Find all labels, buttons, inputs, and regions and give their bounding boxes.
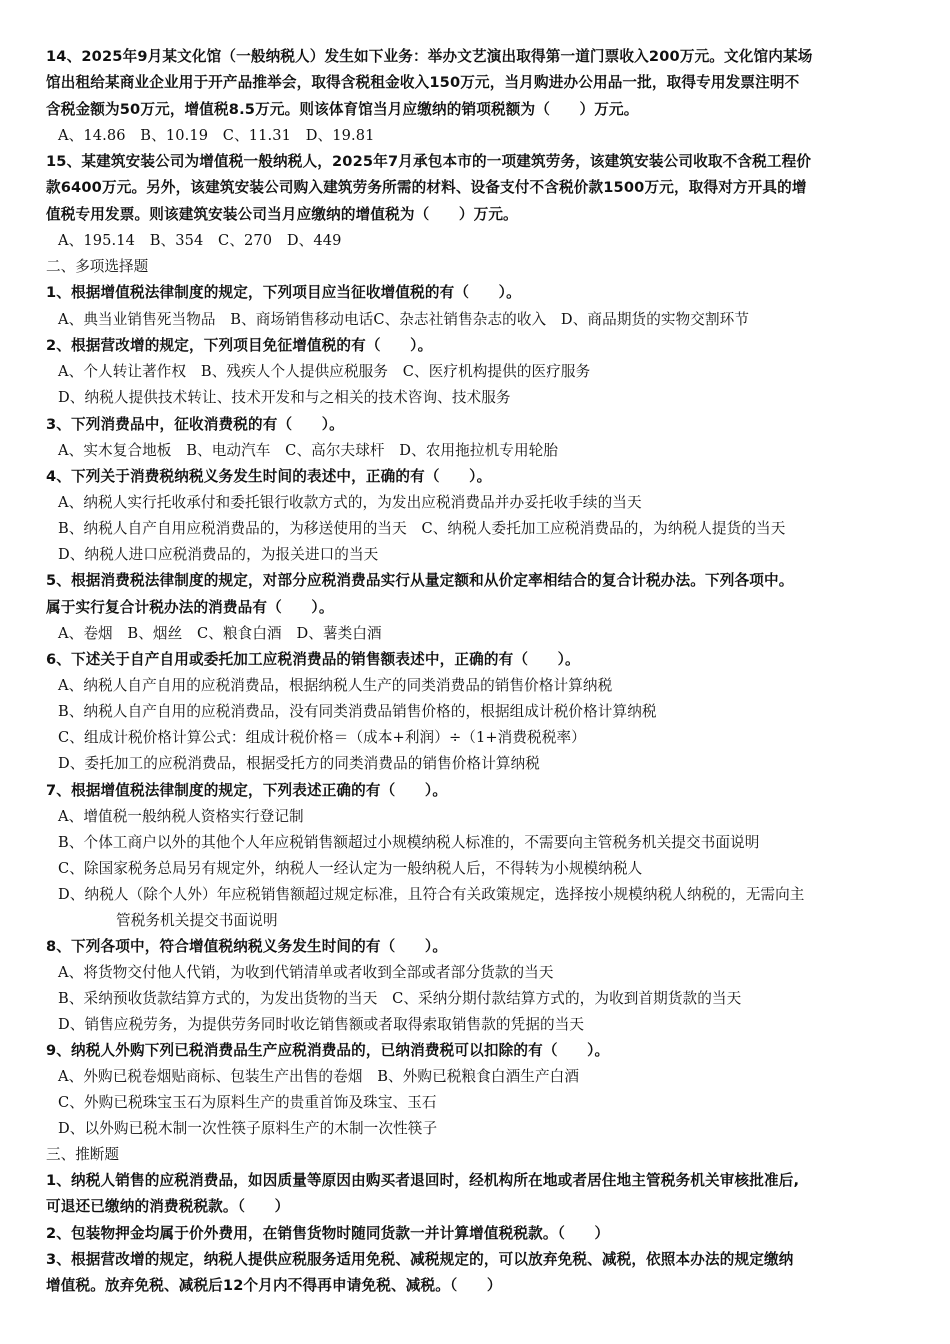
section-heading: 二、多项选择题 xyxy=(46,258,149,275)
question-line: 3、下列消费品中，征收消费税的有（ ）。 xyxy=(46,416,344,433)
option-line: A、195.14 B、354 C、270 D、449 xyxy=(58,232,342,249)
section-heading: 三、推断题 xyxy=(46,1146,119,1163)
option-line: A、14.86 B、10.19 C、11.31 D、19.81 xyxy=(58,127,375,144)
question-line: 9、纳税人外购下列已税消费品生产应税消费品的，已纳消费税可以扣除的有（ ）。 xyxy=(46,1042,610,1059)
question-line: 值税专用发票。则该建筑安装公司当月应缴纳的增值税为（ ）万元。 xyxy=(46,206,518,223)
option-line: B、采纳预收货款结算方式的，为发出货物的当天 C、采纳分期付款结算方式的，为收到首期货款的当天 xyxy=(58,990,742,1007)
question-line: 7、根据增值税法律制度的规定，下列表述正确的有（ ）。 xyxy=(46,782,448,799)
option-line: B、个体工商户以外的其他个人年应税销售额超过小规模纳税人标准的，不需要向主管税务机关提交书面说明 xyxy=(58,834,760,851)
option-line: D、以外购已税木制一次性筷子原料生产的木制一次性筷子 xyxy=(58,1120,438,1137)
option-line: B、纳税人自产自用的应税消费品，没有同类消费品销售价格的，根据组成计税价格计算纳税 xyxy=(58,703,657,720)
question-line: 1、根据增值税法律制度的规定，下列项目应当征收增值税的有（ ）。 xyxy=(46,284,521,301)
question-line: 可退还已缴纳的消费税税款。（ ） xyxy=(46,1198,290,1215)
question-line: 属于实行复合计税办法的消费品有（ ）。 xyxy=(46,599,334,616)
question-line: 6、下述关于自产自用或委托加工应税消费品的销售额表述中，正确的有（ ）。 xyxy=(46,651,580,668)
option-line: C、组成计税价格计算公式：组成计税价格＝（成本+利润）÷（1+消费税税率） xyxy=(58,729,586,746)
option-line: A、典当业销售死当物品 B、商场销售移动电话C、杂志社销售杂志的收入 D、商品期货的实物交割环节 xyxy=(58,311,750,328)
question-line: 15、某建筑安装公司为增值税一般纳税人，2025年7月承包本市的一项建筑劳务，该建筑安装公司收取不含税工程价 xyxy=(46,153,812,170)
option-line: C、除国家税务总局另有规定外，纳税人一经认定为一般纳税人后，不得转为小规模纳税人 xyxy=(58,860,643,877)
option-line: A、将货物交付他人代销，为收到代销清单或者收到全部或者部分货款的当天 xyxy=(58,964,554,981)
option-line: D、销售应税劳务，为提供劳务同时收讫销售额或者取得索取销售款的凭据的当天 xyxy=(58,1016,585,1033)
question-line: 2、根据营改增的规定，下列项目免征增值税的有（ ）。 xyxy=(46,337,433,354)
question-line: 1、纳税人销售的应税消费品，如因质量等原因由购买者退回时，经机构所在地或者居住地主管税务机关审核批准后, xyxy=(46,1172,800,1189)
option-line: A、纳税人自产自用的应税消费品，根据纳税人生产的同类消费品的销售价格计算纳税 xyxy=(58,677,613,694)
option-line: A、卷烟 B、烟丝 C、粮食白酒 D、薯类白酒 xyxy=(58,625,382,642)
option-line: D、纳税人（除个人外）年应税销售额超过规定标准，且符合有关政策规定，选择按小规模纳税人纳税的，无需向主 xyxy=(58,886,805,903)
option-line: A、纳税人实行托收承付和委托银行收款方式的，为发出应税消费品并办妥托收手续的当天 xyxy=(58,494,642,511)
option-line: D、纳税人进口应税消费品的，为报关进口的当天 xyxy=(58,546,379,563)
question-line: 5、根据消费税法律制度的规定，对部分应税消费品实行从量定额和从价定率相结合的复合计税办法。下列各项中。 xyxy=(46,572,794,589)
question-line: 2、包装物押金均属于价外费用，在销售货物时随同货款一并计算增值税税款。（ ） xyxy=(46,1225,610,1242)
option-line: A、实木复合地板 B、电动汽车 C、高尔夫球杆 D、农用拖拉机专用轮胎 xyxy=(58,442,559,459)
question-line: 款6400万元。另外，该建筑安装公司购入建筑劳务所需的材料、设备支付不含税价款1500万元，取得对方开具的增 xyxy=(46,179,807,196)
question-line: 馆出租给某商业企业用于开产品推举会，取得含税租金收入150万元，当月购进办公用品一批，取得专用发票注明不 xyxy=(46,74,800,91)
option-line: D、委托加工的应税消费品，根据受托方的同类消费品的销售价格计算纳税 xyxy=(58,755,541,772)
option-line: D、纳税人提供技术转让、技术开发和与之相关的技术咨询、技术服务 xyxy=(58,389,511,406)
option-line: A、增值税一般纳税人资格实行登记制 xyxy=(58,808,304,825)
option-line: B、纳税人自产自用应税消费品的，为移送使用的当天 C、纳税人委托加工应税消费品的，为纳税人提货的当天 xyxy=(58,520,786,537)
option-line: A、外购已税卷烟贴商标、包装生产出售的卷烟 B、外购已税粮食白酒生产白酒 xyxy=(58,1068,580,1085)
question-line: 8、下列各项中，符合增值税纳税义务发生时间的有（ ）。 xyxy=(46,938,448,955)
option-line: A、个人转让著作权 B、残疾人个人提供应税服务 C、医疗机构提供的医疗服务 xyxy=(58,363,591,380)
question-line: 14、2025年9月某文化馆（一般纳税人）发生如下业务：举办文艺演出取得第一道门票收入200万元。文化馆内某场 xyxy=(46,48,813,65)
question-line: 3、根据营改增的规定，纳税人提供应税服务适用免税、减税规定的，可以放弃免税、减税，依照本办法的规定缴纳 xyxy=(46,1251,794,1268)
option-line: 管税务机关提交书面说明 xyxy=(116,912,278,929)
question-line: 4、下列关于消费税纳税义务发生时间的表述中，正确的有（ ）。 xyxy=(46,468,492,485)
question-line: 增值税。放弃免税、减税后12个月内不得再申请免税、减税。（ ） xyxy=(46,1277,502,1294)
option-line: C、外购已税珠宝玉石为原料生产的贵重首饰及珠宝、玉石 xyxy=(58,1094,437,1111)
question-line: 含税金额为50万元，增值税8.5万元。则该体育馆当月应缴纳的销项税额为（ ）万元。 xyxy=(46,101,639,118)
